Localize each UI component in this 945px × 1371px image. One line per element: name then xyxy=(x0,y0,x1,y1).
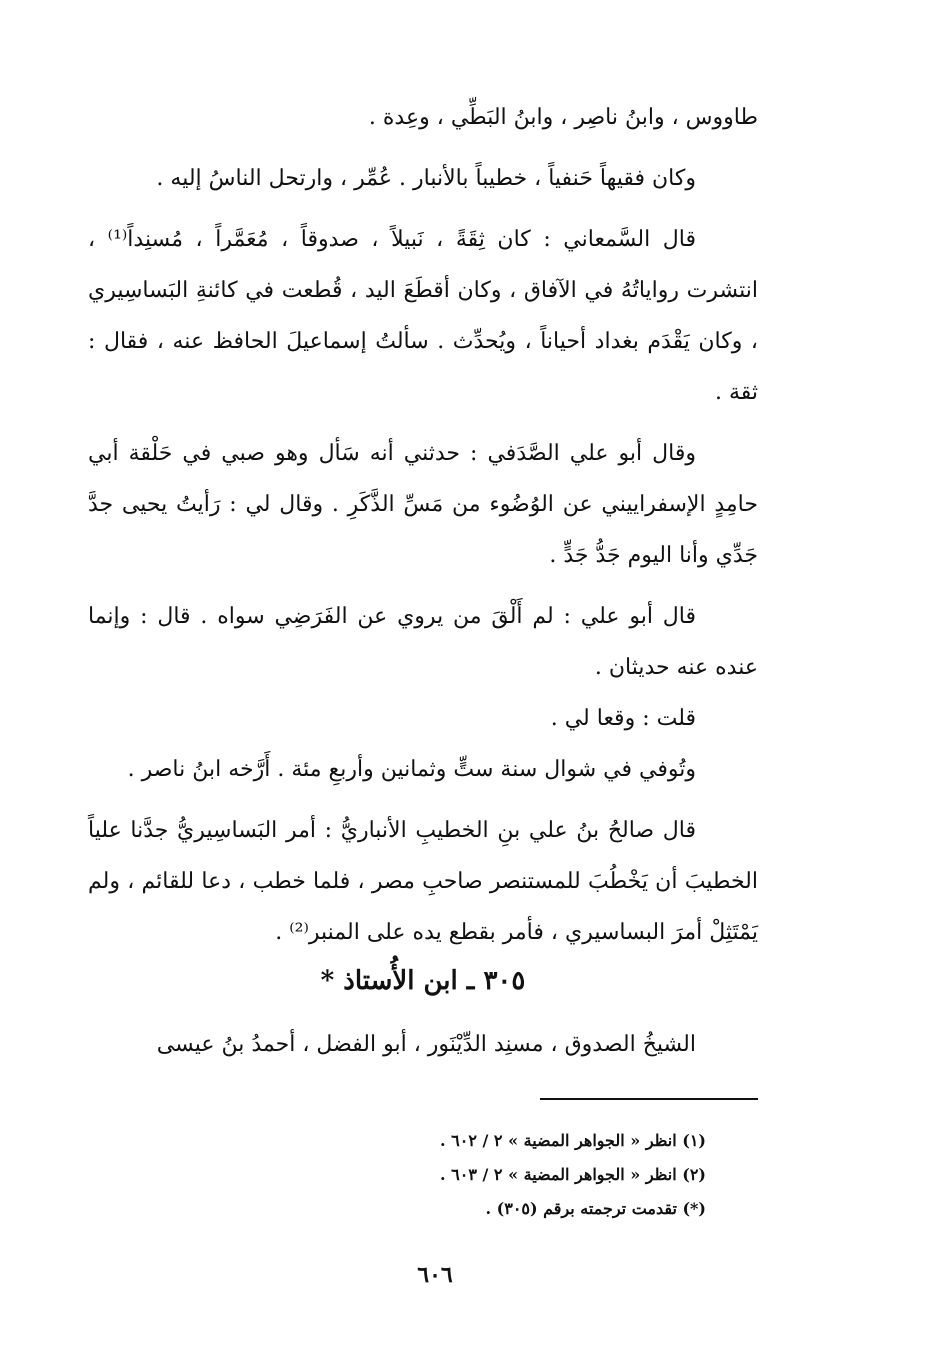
main-text xyxy=(88,92,758,958)
line-death-date: وتُوفي في شوال سنة ستٍّ وثمانين وأربعِ مئة . أَرَّخه ابنُ ناصر . xyxy=(127,757,696,782)
footnote-star: (*) تقدمت ترجمته برقم (٣٠٥) . xyxy=(485,1199,706,1218)
footnote-divider xyxy=(540,1098,758,1100)
paragraph-sadafi: وقال أبو علي الصَّدَفي : حدثني أنه سَأل وهو صبي في حَلْقة أبي حامِدٍ الإسفراييني عن الوُضُوء من مَسِّ الذَّكَرِ . وقال لي : رَأيتُ يحيى جدَّ جَدِّي وأنا اليوم جَدُّ جَدٍّ . xyxy=(88,441,758,568)
biography-heading: ٣٠٥ ـ ابن الأُستاذ * xyxy=(320,966,526,996)
biography-intro-text: الشيخُ الصدوق ، مسنِد الدِّيْنَور ، أبو الفضل ، أحمدُ بنُ عيسى xyxy=(156,1032,696,1057)
biography-intro xyxy=(88,1022,758,1068)
page-number: ٦٠٦ xyxy=(417,1262,453,1288)
footnote-1: (١) انظر « الجواهر المضية » ٢ / ٦٠٢ . xyxy=(440,1131,706,1150)
line-qultu: قلت : وقعا لي . xyxy=(550,706,696,731)
paragraph-samani: قال السَّمعاني : كان ثِقَةً ، نَبيلاً ، صدوقاً ، مُعَمَّراً ، مُسنِداً⁽¹⁾ ، انتشرت رواياتُهُ في الآفاق ، وكان أقطَعَ اليد ، قُطعت في كائنةِ البَساسِيري ، وكان يَقْدَم بغداد أحياناً ، ويُحدِّث . سألتُ إسماعيلَ الحافظ عنه ، فقال : ثقة . xyxy=(88,227,758,405)
paragraph-fiqh: وكان فقيهاً حَنفياً ، خطيباً بالأنبار . عُمِّر ، وارتحل الناسُ إليه . xyxy=(156,166,696,191)
paragraph-abu-ali: قال أبو علي : لم أَلْقَ من يروي عن الفَرَضِي سواه . قال : وإنما عنده عنه حديثان . xyxy=(88,604,758,680)
paragraph-salih: قال صالحُ بنُ علي بنِ الخطيبِ الأنباريُّ : أمر البَساسِيريُّ جدَّنا علياً الخطيبَ أن يَخْطُبَ للمستنصر صاحبِ مصر ، فلما خطب ، دعا للقائم ، ولم يَمْتَثِلْ أمرَ البساسيري ، فأمر بقطع يده على المنبر⁽²⁾ . xyxy=(88,818,758,945)
footnote-2: (٢) انظر « الجواهر المضية » ٢ / ٦٠٣ . xyxy=(440,1165,706,1184)
text-line-1: طاووس ، وابنُ ناصِر ، وابنُ البَطِّي ، وعِدة . xyxy=(368,105,758,130)
footnotes xyxy=(88,1124,706,1226)
